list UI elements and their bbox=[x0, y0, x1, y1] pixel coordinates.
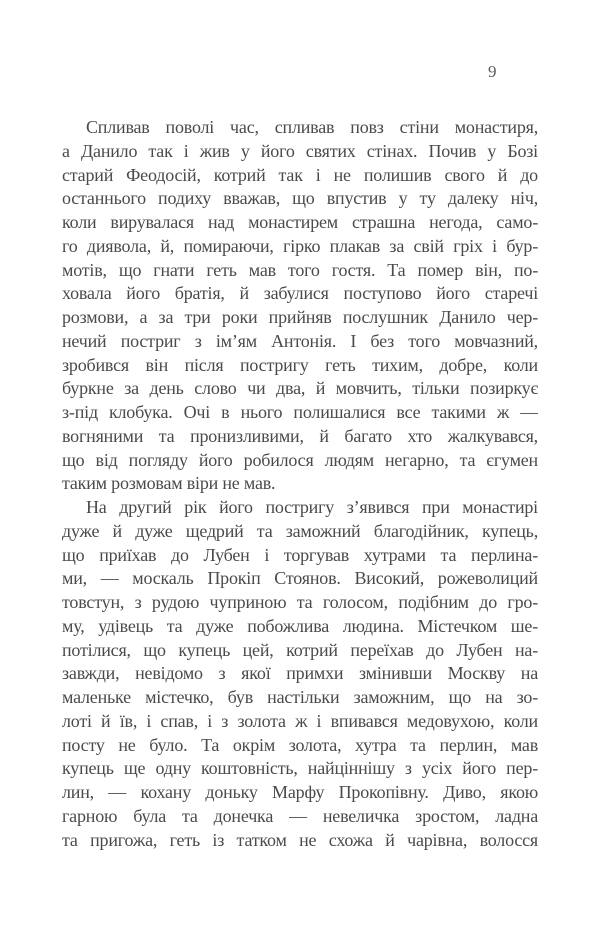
text-line: ховала його братія, й забулися поступово його старечі bbox=[62, 283, 538, 304]
text-line: лин, — кохану доньку Марфу Прокопівну. Диво, якою bbox=[62, 782, 538, 802]
page-number: 9 bbox=[488, 62, 497, 81]
text-line: го диявола, й, помираючи, гірко плакав за свій гріх і бур- bbox=[62, 235, 538, 256]
text-line: лоті й їв, і спав, і з золота ж і впивався медовухою, коли bbox=[62, 710, 538, 731]
text-line: На другий рік його постригу з’явився при монастирі bbox=[86, 497, 538, 517]
paragraph bbox=[62, 116, 538, 496]
text-line: та пригожа, геть із татком не схожа й чарівна, волосся bbox=[62, 829, 538, 850]
text-line: нечий постриг з ім’ям Антонія. І без того мовчазний, bbox=[62, 330, 538, 351]
text-line: останнього подиху вважав, що впустив у ту далеку ніч, bbox=[62, 188, 538, 209]
paragraph bbox=[62, 496, 538, 852]
text-line: му, удівець та дуже побожлива людина. Містечком ше- bbox=[62, 615, 538, 636]
text-line: старий Феодосій, котрий так і не полишив свого й до bbox=[62, 164, 538, 185]
text-line: а Данило так і жив у його святих стінах. Почив у Бозі bbox=[62, 140, 538, 161]
text-line: зробився він після постригу геть тихим, добре, коли bbox=[62, 354, 538, 375]
text-line: маленьке містечко, був настільки заможним, що на зо- bbox=[62, 687, 538, 707]
text-line: вогняними та пронизливими, й багато хто жалкувався, bbox=[62, 425, 538, 446]
text-line: мотів, що гнати геть мав того гостя. Та помер він, по- bbox=[62, 259, 538, 280]
text-line: ми, — москаль Прокіп Стоянов. Високий, рожеволиций bbox=[62, 568, 538, 589]
text-line: таким розмовам віри не мав. bbox=[62, 473, 276, 494]
text-line: що приїхав до Лубен і торгував хутрами та перлина- bbox=[62, 544, 538, 565]
text-line: посту не було. Та окрім золота, хутра та перлин, мав bbox=[62, 734, 538, 755]
text-line: товстун, з рудою чуприною та голосом, подібним до гро- bbox=[62, 592, 538, 612]
text-line: з-під клобука. Очі в нього полишалися все такими ж — bbox=[62, 402, 538, 422]
text-line: Спливав поволі час, спливав повз стіни монастиря, bbox=[86, 117, 538, 137]
text-line: завжди, невідомо з якої примхи змінивши Москву на bbox=[62, 663, 538, 684]
body-text bbox=[62, 116, 538, 852]
text-line: гарною була та донечка — невеличка зростом, ладна bbox=[62, 805, 538, 826]
text-line: потілися, що купець цей, котрий переїхав до Лубен на- bbox=[62, 639, 538, 660]
text-line: купець ще одну коштовність, найціннішу з усіх його пер- bbox=[62, 758, 538, 779]
text-line: розмови, а за три роки прийняв послушник Данило чер- bbox=[62, 307, 538, 327]
text-line: коли вирувалася над монастирем страшна негода, само- bbox=[62, 212, 538, 232]
text-line: дуже й дуже щедрий та заможний благодійник, купець, bbox=[62, 520, 538, 541]
text-line: буркне за день слово чи два, й мовчить, тільки позиркує bbox=[62, 378, 538, 399]
text-line: що від погляду його робилося людям негарно, та єгумен bbox=[62, 449, 538, 470]
